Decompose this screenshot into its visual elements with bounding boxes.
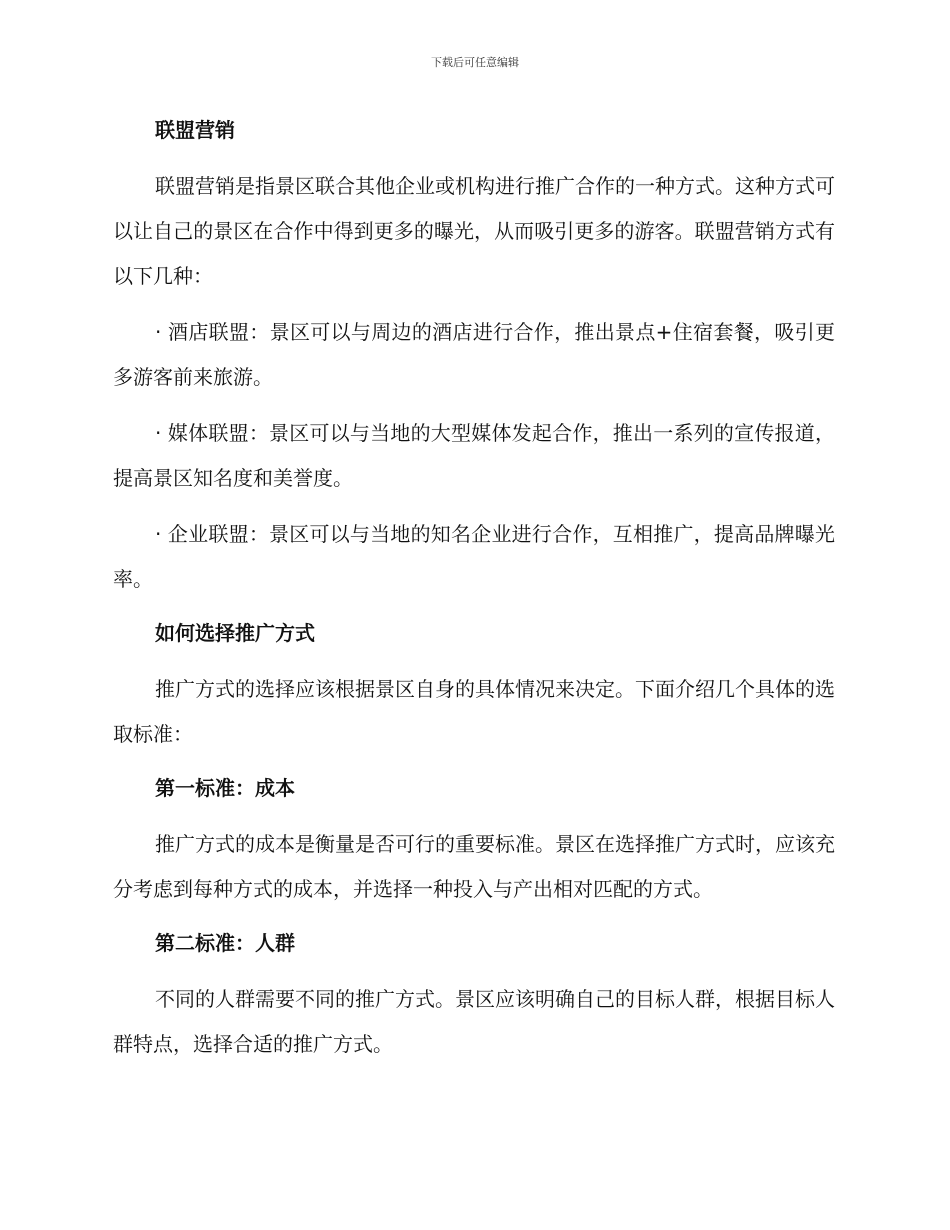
bullet-media-alliance: · 媒体联盟：景区可以与当地的大型媒体发起合作，推出一系列的宣传报道，提高景区知名度和美誉度。 — [113, 421, 835, 490]
bullet-hotel-alliance: · 酒店联盟：景区可以与周边的酒店进行合作，推出景点+住宿套餐，吸引更多游客前来旅游。 — [113, 320, 835, 389]
bullet-enterprise-alliance: · 企业联盟：景区可以与当地的知名企业进行合作，互相推广，提高品牌曝光率。 — [113, 522, 835, 591]
document-body — [113, 110, 835, 1078]
paragraph-choose-intro: 推广方式的选择应该根据景区自身的具体情况来决定。下面介绍几个具体的选取标准： — [113, 677, 835, 746]
section-heading-standard-cost: 第一标准：成本 — [155, 776, 295, 800]
section-heading-standard-audience: 第二标准：人群 — [155, 931, 295, 955]
paragraph-alliance-intro: 联盟营销是指景区联合其他企业或机构进行推广合作的一种方式。这种方式可以让自己的景区在合作中得到更多的曝光，从而吸引更多的游客。联盟营销方式有以下几种： — [113, 174, 835, 288]
paragraph-standard-cost: 推广方式的成本是衡量是否可行的重要标准。景区在选择推广方式时，应该充分考虑到每种方式的成本，并选择一种投入与产出相对匹配的方式。 — [113, 832, 835, 901]
section-heading-how-to-choose: 如何选择推广方式 — [155, 621, 315, 645]
section-heading-alliance-marketing: 联盟营销 — [155, 118, 235, 142]
paragraph-standard-audience: 不同的人群需要不同的推广方式。景区应该明确自己的目标人群，根据目标人群特点，选择合适的推广方式。 — [113, 987, 835, 1056]
header-note: 下载后可任意编辑 — [431, 56, 519, 69]
